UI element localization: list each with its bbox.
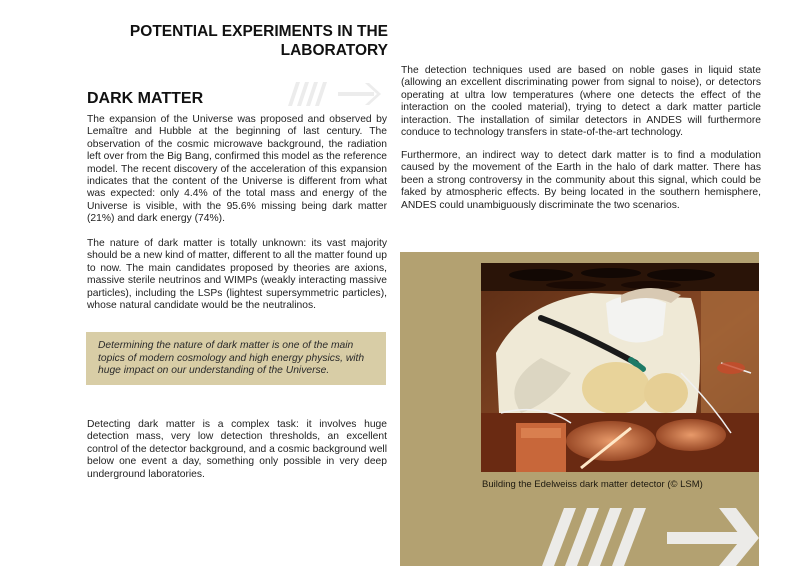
page-title [100, 22, 388, 60]
figure-caption: Building the Edelweiss dark matter detector (© LSM) [482, 479, 703, 490]
detector-photo [481, 263, 759, 472]
modulation-paragraph: Furthermore, an indirect way to detect dark matter is to find a modulation caused by the movement of the Earth in the halo of dark matter. There has been a strong controversy in the community about this signal, which could be faked by atmospheric effects. By being located in the southern hemisphere, ANDES could unambiguously discriminate the two scenarios. [401, 150, 761, 211]
techniques-paragraph: The detection techniques used are based on noble gases in liquid state (allowing an excellent discriminating power from signal to noise), or detectors operating at ultra low temperatures (where one detects the effect of the interaction on the cooled material), trying to detect a dark matter particle interaction. The installation of similar detectors in ANDES will furthermore conduce to technology transfers in state-of-the-art technology. [401, 65, 761, 139]
detector-photo-illustration [481, 263, 759, 472]
page-title-line2: LABORATORY [280, 42, 388, 59]
page-title-line1: POTENTIAL EXPERIMENTS IN THE [129, 23, 388, 40]
intro-paragraph: The expansion of the Universe was proposed and observed by Lemaître and Hubble at the beginning of last century. The observation of the cosmic microwave background, the radiation left over from the Big Bang, confirmed this model as the reference model. The recent discovery of the acceleration of this expansion indicates that the content of the Universe is different from what was expected: only 4.4% of the total mass and energy of the Universe is visible, with the 95.6% missing being dark matter (21%) and dark energy (74%). [87, 114, 387, 225]
slashes-arrow-icon [288, 82, 382, 106]
section-heading: DARK MATTER [87, 90, 204, 107]
pull-quote: Determining the nature of dark matter is one of the main topics of modern cosmology and high energy physics, with huge impact on our understanding of the Universe. [86, 332, 386, 385]
slashes-arrow-icon [542, 508, 759, 566]
figure-panel [400, 252, 759, 566]
nature-paragraph: The nature of dark matter is totally unknown: its vast majority should be a new kind of matter, different to all the matter found up to now. The main candidates proposed by theories are axions, massive sterile neutrinos and WIMPs (weakly interacting massive particles), including the LSPs (lightest supersymmetric particles), whose natural candidate would be the neutralinos. [87, 238, 387, 312]
detection-paragraph: Detecting dark matter is a complex task: it involves huge detection mass, very low detection thresholds, an excellent control of the detector background, and a cosmic background well below one event a day, something only possible in very deep underground laboratories. [87, 419, 387, 480]
